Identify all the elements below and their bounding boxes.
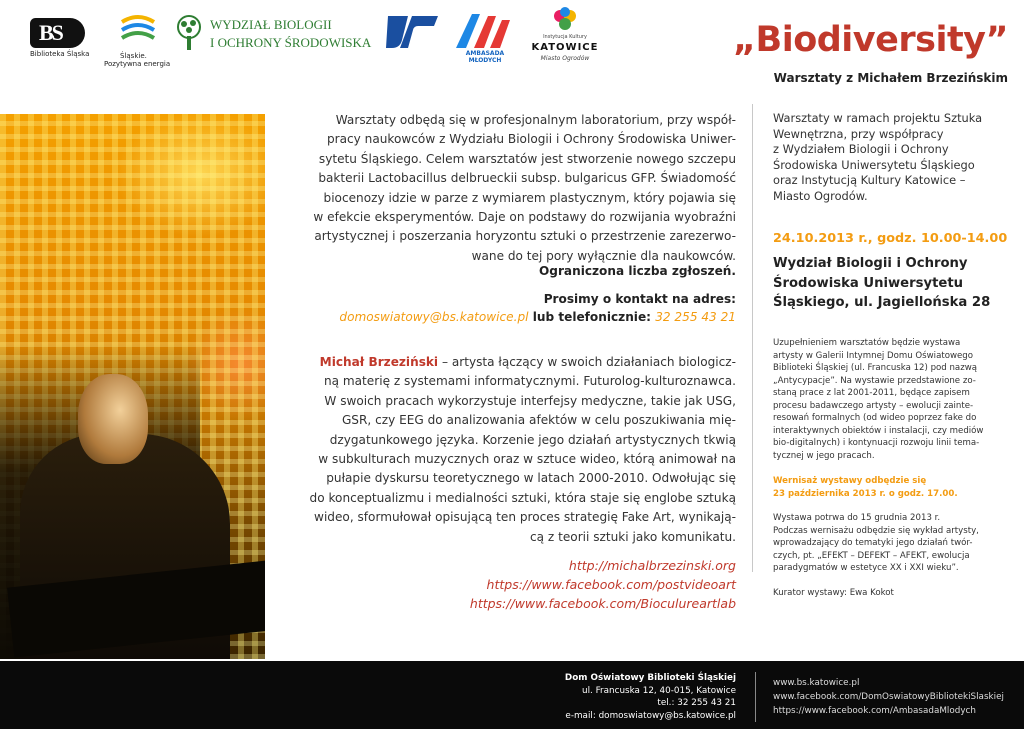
ambasada-caption (450, 50, 520, 64)
artist-bio (306, 353, 736, 547)
duration-line: Podczas wernisażu odbędzie się wykład artysty, (773, 525, 979, 536)
duration-line: wprowadzający do tematyki jego działań twór- (773, 538, 973, 548)
wbios-line-1: WYDZIAŁ BIOLOGII (210, 17, 332, 32)
duration-line: paradygmatów w estetyce XX i XXI wieku”. (773, 563, 959, 573)
project-line: Miasto Ogrodów. (773, 188, 868, 203)
intro-line: bakterii Lactobacillus delbrueckii subsp. bulgaricus GFP. Świadomość (318, 171, 736, 186)
katowice-sub: Miasto Ogrodów (540, 55, 590, 62)
footer-links (773, 676, 1004, 719)
ambasada-caption-1: AMBASADA (465, 50, 505, 57)
duration-info (773, 512, 1005, 575)
footer-facebook-dom-link[interactable]: www.facebook.com/DomOswiatowyBibliotekiSlaskiej (773, 692, 1004, 703)
limited-places-note: Ograniczona liczba zgłoszeń. (539, 264, 736, 278)
ambasada-mlodych-logo (450, 12, 520, 68)
website-link[interactable]: http://michalbrzezinski.org (568, 558, 736, 573)
vernissage-line: Wernisaż wystawy odbędzie się (773, 476, 927, 486)
contact-phone-intro: lub telefonicznie: (528, 310, 656, 324)
place-line: Śląskiego, ul. Jagiellońska 28 (773, 295, 991, 311)
project-line: Warsztaty w ramach projektu Sztuka (773, 111, 983, 125)
photo-person-head (78, 374, 148, 464)
facebook-postvideoart-link[interactable]: https://www.facebook.com/postvideoart (486, 577, 736, 592)
vernissage-info (773, 475, 1005, 500)
project-line: z Wydziałem Biologii i Ochrony (773, 142, 949, 157)
footer-web-link[interactable]: www.bs.katowice.pl (773, 678, 860, 688)
intro-line: w efekcie eksperymentów. Daje on podstawy do rozwijania wyobraźni (313, 210, 736, 225)
ambasada-a-icon (450, 12, 520, 50)
ambasada-caption-2: MŁODYCH (468, 57, 502, 64)
project-line: Środowiska Uniwersytetu Śląskiego (773, 157, 975, 172)
intro-line: wane do tej pory wyłącznie dla naukowców. (471, 248, 736, 263)
bio-line: w subkulturach muzycznych oraz w sztuce wideo, którą animował na (318, 452, 736, 467)
duration-line: czych, pt. „EFEKT – DEFEKT – AFEKT, ewolucja (773, 550, 970, 561)
curator-info: Kurator wystawy: Ewa Kokot (773, 588, 894, 598)
contact-email-link[interactable]: domoswiatowy@bs.katowice.pl (339, 310, 529, 324)
exhibition-line: resowań formalnych (od wideo poprzez fake do (773, 413, 977, 423)
exhibition-line: Uzupełnieniem warsztatów będzie wystawa (773, 338, 961, 348)
footer-phone: tel.: 32 255 43 21 (657, 698, 736, 709)
page-subtitle: Warsztaty z Michałem Brzezińskim (773, 71, 1008, 85)
exhibition-line: interaktywnych obiektów i instalacji, czy mediów (773, 425, 984, 436)
project-line: Wewnętrzna, przy współpracy (773, 126, 944, 141)
exhibition-line: bio-digitalnych) i kontynuacji rozwoju linii tema- (773, 438, 980, 448)
bs-logo-caption: Biblioteka Śląska (30, 50, 90, 58)
bio-line: ną materię z systemami informatycznymi. Futurolog-kulturoznawca. (323, 374, 736, 389)
intro-line: pracy naukowców z Wydziału Biologii i Ochrony Środowiska Uniwer- (326, 132, 736, 147)
biblioteka-slaska-logo (30, 18, 90, 70)
vernissage-line: 23 października 2013 r. o godz. 17.00. (773, 488, 958, 499)
duration-line: Wystawa potrwa do 15 grudnia 2013 r. (773, 513, 941, 523)
tree-icon (174, 14, 204, 52)
contact-intro: Prosimy o kontakt na adres: (543, 292, 736, 306)
workshop-place (773, 254, 1005, 313)
place-line: Środowiska Uniwersytetu (773, 275, 964, 291)
intro-line: sytetu Śląskiego. Celem warsztatów jest stworzenie nowego szczepu (318, 151, 736, 166)
footer-facebook-ambasada-link[interactable]: https://www.facebook.com/AmbasadaMlodych (773, 706, 976, 717)
contact-line (306, 308, 736, 327)
bio-line: W swoich pracach wykorzystuje interfejsy medyczne, takie jak USG, (324, 393, 736, 408)
slaskie-caption-1: Śląskie. (120, 52, 147, 60)
footer-address: ul. Francuska 12, 40-015, Katowice (582, 685, 736, 696)
katowice-name: KATOWICE (531, 42, 599, 53)
slaskie-wave-icon (118, 14, 158, 48)
slaskie-caption-2: Pozytywna energia (104, 60, 171, 68)
bs-logo-letters: BS (39, 20, 62, 45)
page-title: „Biodiversity” (733, 20, 1008, 60)
wbios-name (210, 16, 371, 52)
footer-contact (496, 672, 736, 722)
bio-line: pułapie dyskursu teoretycznego w latach 2000-2010. Odwołując się (326, 471, 736, 486)
bio-first-line (306, 353, 736, 372)
bio-first-line-text: – artysta łączący w swoich działaniach biologicz- (438, 355, 736, 369)
slaskie-logo (104, 14, 171, 70)
exhibition-line: staną prace z lat 2001-2011, będące zapisem (773, 388, 970, 398)
uniwersytet-slaski-logo (386, 14, 438, 50)
exhibition-info (773, 337, 1005, 462)
artist-links (306, 556, 736, 613)
footer-org: Dom Oświatowy Biblioteki Śląskiej (564, 673, 736, 683)
katowice-small-caption: Instytucja Kultury (543, 34, 587, 40)
project-info (773, 111, 1005, 205)
katowice-logo (530, 6, 600, 70)
bio-line: cą z teorii sztuki jako komunikatu. (530, 529, 736, 544)
project-line: oraz Instytucją Kultury Katowice – (773, 173, 966, 188)
exhibition-line: Biblioteki Śląskiej (ul. Francuska 12) pod nazwą (773, 363, 978, 373)
flower-icon (530, 6, 600, 34)
facebook-biocultureartlab-link[interactable]: https://www.facebook.com/Bioculureartlab (469, 596, 736, 611)
workshop-date: 24.10.2013 r., godz. 10.00-14.00 (773, 231, 1008, 246)
exhibition-line: procesu badawczego artysty – ewolucji zainte- (773, 400, 974, 411)
wydzial-biologii-logo (174, 14, 374, 54)
us-emblem-icon (386, 14, 438, 50)
footer-divider (755, 672, 756, 722)
exhibition-line: tycznej w jego pracach. (773, 450, 875, 461)
intro-line: biocenozy idzie w parze z wymiarem plastycznym, który pojawia się (323, 190, 736, 205)
bio-line: GSR, czy EEG do analizowania afektów w celu poszukiwania mię- (341, 413, 736, 428)
wbios-line-2: I OCHRONY ŚRODOWISKA (210, 35, 372, 50)
bio-line: wideo, sformułował opisującą ten proces strategię Fake Art, wynikają- (314, 510, 736, 525)
footer-email[interactable]: e-mail: domoswiatowy@bs.katowice.pl (565, 710, 736, 721)
contact-phone[interactable]: 32 255 43 21 (655, 310, 736, 324)
exhibition-line: artysty w Galerii Intymnej Domu Oświatowego (773, 350, 973, 361)
exhibition-line: „Antycypacje”. Na wystawie przedstawione zo- (773, 375, 976, 386)
intro-line: Warsztaty odbędą się w profesjonalnym laboratorium, przy współ- (335, 113, 736, 127)
bio-line: dzygatunkowego języka. Korzenie jego działań artystycznych tkwią (329, 432, 736, 447)
place-line: Wydział Biologii i Ochrony (773, 256, 968, 271)
bio-line: do konceptualizmu i medialności sztuki, która staje się englobe sztuką (309, 490, 736, 505)
intro-line: artystycznej i poszerzania horyzontu sztuki o przestrzenie zarezerwo- (314, 229, 736, 244)
intro-paragraph (306, 111, 736, 266)
artist-photo (0, 114, 265, 659)
bs-logo-mark (30, 18, 85, 48)
column-divider (752, 104, 753, 572)
artist-name: Michał Brzeziński (319, 355, 439, 369)
